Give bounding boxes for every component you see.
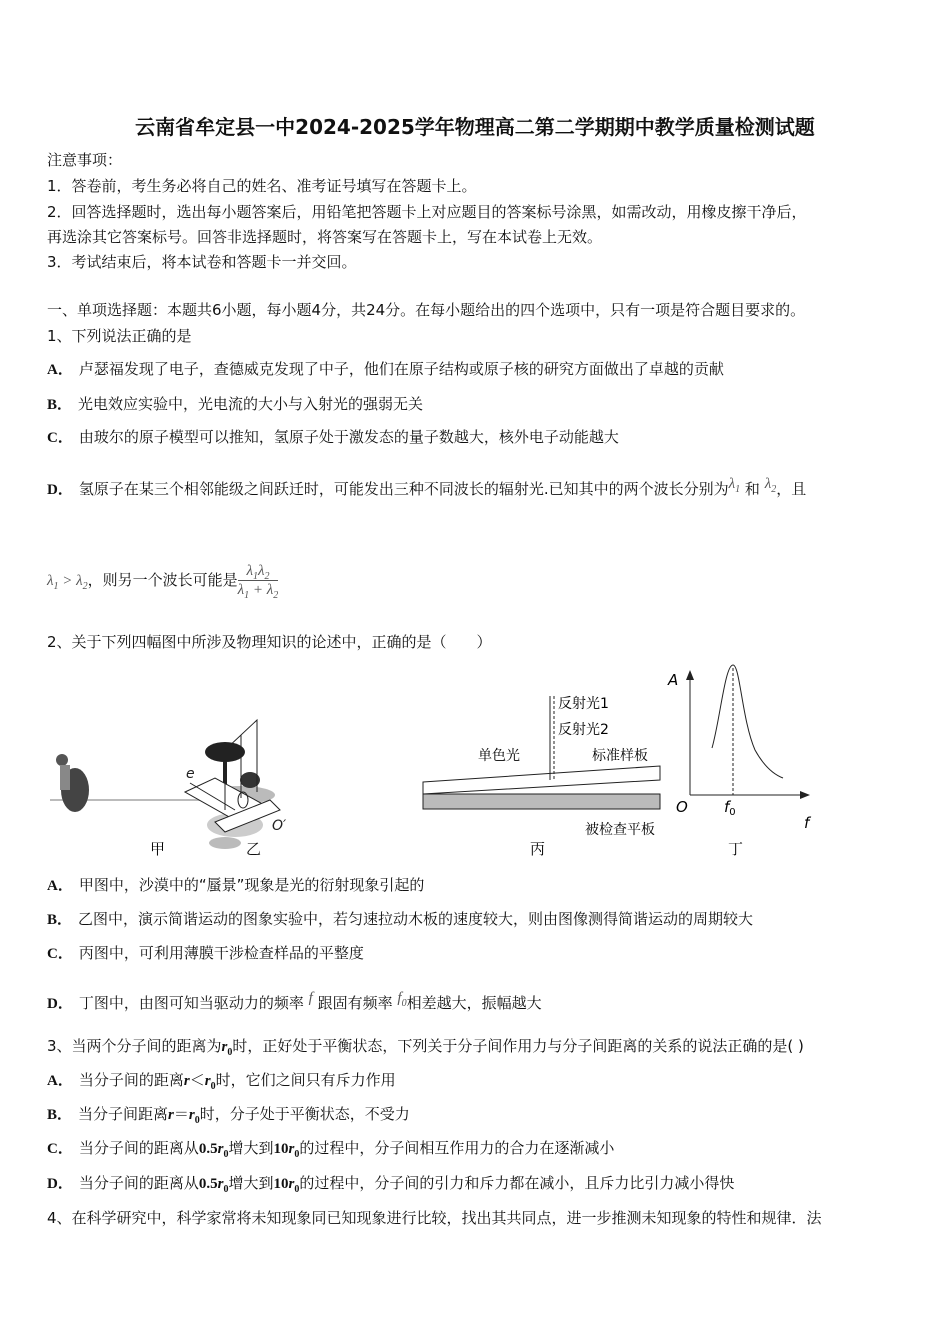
option-text: 光电效应实验中，光电流的大小与入射光的强弱无关 <box>78 395 424 413</box>
option-text: 卢瑟福发现了电子，查德威克发现了中子，他们在原子结构或原子核的研究方面做出了卓越的贡献 <box>78 360 724 378</box>
svg-text:反射光2: 反射光2 <box>558 722 609 738</box>
option-label: D． <box>47 996 73 1012</box>
option-label: A． <box>47 362 73 378</box>
q2-stem: 2、关于下列四幅图中所涉及物理知识的论述中，正确的是（ ） <box>47 633 492 651</box>
q1-option-c <box>47 427 619 448</box>
figure-label-bing: 丙 <box>530 840 546 858</box>
option-label: B． <box>47 397 73 413</box>
option-text: 氢原子在某三个相邻能级之间跃迁时，可能发出三种不同波长的辐射光.已知其中的两个波长分别为 <box>78 480 729 498</box>
option-label: D． <box>47 482 73 498</box>
svg-text:标准样板: 标准样板 <box>592 748 648 764</box>
q2-figure <box>40 660 910 860</box>
svg-text:e: e <box>186 766 195 782</box>
figure-label-yi: 乙 <box>246 840 262 858</box>
option-text: 乙图中，演示简谐运动的图象实验中，若匀速拉动木板的速度较大，则由图像测得简谐运动的周期较大 <box>78 910 754 928</box>
notice-item: 1．答卷前，考生务必将自己的姓名、准考证号填写在答题卡上。 <box>47 177 477 195</box>
option-label: B． <box>47 912 73 928</box>
option-text: 甲图中，沙漠中的“蜃景”现象是光的衍射现象引起的 <box>78 876 425 894</box>
q1-option-d-cont: $\lambda_1 > \lambda_2$，则另一个波长可能是 $\frac{\lambda_1\lambda_2}{\lambda_1 + \lambda_2}$ <box>47 563 279 601</box>
page-title: 云南省牟定县一中2024-2025学年物理高二第二学期期中教学质量检测试题 <box>135 115 815 139</box>
svg-text:O′: O′ <box>272 818 287 834</box>
lambda2: $\lambda_2$ <box>764 476 777 495</box>
q2-option-a <box>47 875 424 896</box>
q1-stem: 1、下列说法正确的是 <box>47 327 192 345</box>
lambda1: $\lambda_1$ <box>728 476 741 495</box>
q4-stem: 4、在科学研究中，科学家常将未知现象同已知现象进行比较，找出其共同点，进一步推测未知现象的特性和规律．法 <box>47 1209 822 1227</box>
q2-option-d: D． 丁图中，由图可知当驱动力的频率 f 跟固有频率 $f_0$相差越大，振幅越大 <box>47 990 542 1012</box>
option-text: 丙图中，可利用薄膜干涉检查样品的平整度 <box>78 944 364 962</box>
svg-text:单色光: 单色光 <box>478 748 520 764</box>
figure-label-ding: 丁 <box>728 840 744 858</box>
svg-text:被检查平板: 被检查平板 <box>585 822 655 838</box>
notice-heading: 注意事项： <box>47 151 123 169</box>
notice-item: 3．考试结束后，将本试卷和答题卡一并交回。 <box>47 253 357 271</box>
q3-option-c: C． 当分子间的距离从$0.5r_0$增大到$10r_0$的过程中，分子间相互作用力的合力在逐渐减小 <box>47 1139 615 1160</box>
thin-film-illustration <box>423 695 660 858</box>
option-label: C． <box>47 946 73 962</box>
option-text: 由玻尔的原子模型可以推知，氢原子处于激发态的量子数越大，核外电子动能越大 <box>78 428 619 446</box>
q1-option-d: D． 氢原子在某三个相邻能级之间跃迁时，可能发出三种不同波长的辐射光.已知其中的两个波长分别为$\lambda_1$ 和 $\lambda_2$，且 <box>47 476 807 498</box>
lambda-fraction: $\frac{\lambda_1\lambda_2}{\lambda_1 + \lambda_2}$ <box>237 563 279 601</box>
option-label: A． <box>47 878 73 894</box>
q1-option-a <box>47 359 724 380</box>
resonance-curve <box>667 665 812 858</box>
svg-text:O: O <box>676 798 688 816</box>
q3-option-d: D． 当分子间的距离从$0.5r_0$增大到$10r_0$的过程中，分子间的引力和斥力都在减小，且斥力比引力减小得快 <box>47 1174 735 1195</box>
option-label: C． <box>47 430 73 446</box>
notice-item: 2．回答选择题时，选出每小题答案后，用铅笔把答题卡上对应题目的答案标号涂黑，如需改动，用橡皮擦干净后， <box>47 203 807 221</box>
svg-text:f0: $f_0$ <box>724 798 736 818</box>
q3-stem: 3、当两个分子间的距离为$r_0$时，正好处于平衡状态，下列关于分子间作用力与分子间距离的关系的说法正确的是( ) <box>47 1037 804 1058</box>
section-heading: 一、单项选择题：本题共6小题，每小题4分，共24分。在每小题给出的四个选项中，只有一项是符合题目要求的。 <box>47 301 806 319</box>
q3-option-b: B． 当分子间距离$r=r_0$时，分子处于平衡状态，不受力 <box>47 1105 410 1126</box>
figure-label-jia: 甲 <box>150 840 166 858</box>
q3-option-a: A． 当分子间的距离$r<r_0$时，它们之间只有斥力作用 <box>47 1071 396 1092</box>
notice-item: 再选涂其它答案标号。回答非选择题时，将答案写在答题卡上，写在本试卷上无效。 <box>47 228 603 246</box>
lambda-inequality: $\lambda_1 > \lambda_2$ <box>47 573 88 592</box>
svg-text:A: A <box>668 671 679 689</box>
svg-text:反射光1: 反射光1 <box>558 696 609 712</box>
svg-text:f: f <box>804 814 810 832</box>
q2-option-b <box>47 909 753 930</box>
pendulum-illustration <box>185 720 287 858</box>
q2-option-c <box>47 943 364 964</box>
q1-option-b <box>47 394 423 415</box>
